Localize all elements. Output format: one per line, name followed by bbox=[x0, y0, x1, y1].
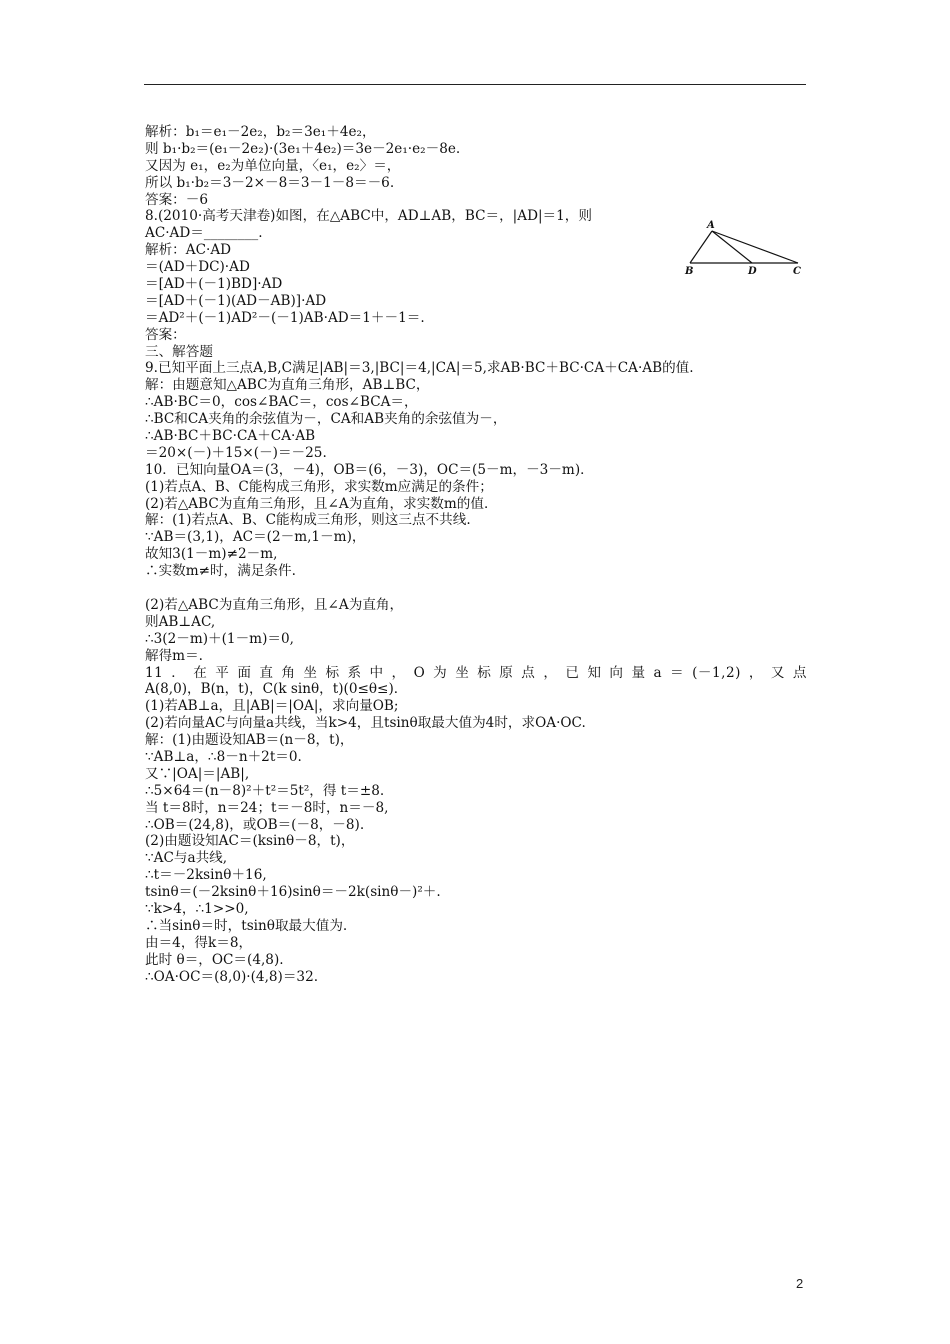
text-line: 所以 b₁·b₂＝3－2×－8＝3－1－8＝－6. bbox=[145, 174, 395, 191]
text-line: ∴5×64＝(n－8)²＋t²＝5t²，得 t＝±8. bbox=[145, 782, 385, 799]
text-line: ∵AC与a共线, bbox=[145, 850, 228, 867]
text-line: ∴OB＝(24,8)，或OB＝(－8，－8). bbox=[145, 816, 365, 833]
text-line: 解：(1)由题设知AB＝(n－8，t)， bbox=[145, 732, 354, 749]
text-line: (1)若AB⊥a，且|AB|＝|OA|，求向量OB; bbox=[145, 698, 399, 715]
section-heading: 三、解答题 bbox=[145, 343, 213, 360]
vertex-label-b: B bbox=[685, 266, 694, 277]
text-line: 则 b₁·b₂＝(e₁－2e₂)·(3e₁＋4e₂)＝3e－2e₁·e₂－8e. bbox=[145, 140, 461, 157]
text-line: A(8,0)，B(n，t)，C(k sinθ，t)(0≤θ≤)． bbox=[145, 681, 408, 698]
segment-ad bbox=[712, 231, 752, 263]
text-line: ＝20×(－)＋15×(－)＝－25. bbox=[145, 444, 327, 461]
text-line: 故知3(1－m)≠2－m, bbox=[145, 546, 278, 563]
text-line: ∴BC和CA夹角的余弦值为－，CA和AB夹角的余弦值为－， bbox=[145, 411, 507, 428]
page-number: 2 bbox=[796, 1276, 804, 1291]
vertex-label-a: A bbox=[707, 220, 715, 231]
text-line: (2)若△ABC为直角三角形，且∠A为直角， bbox=[145, 596, 404, 613]
text-line: 当 t＝8时，n＝24；t＝－8时，n＝－8, bbox=[145, 799, 389, 816]
text-line: (2)若向量AC与向量a共线，当k>4，且tsinθ取最大值为4时，求OA·OC. bbox=[145, 715, 586, 732]
text-line: ∴3(2－m)＋(1－m)＝0, bbox=[145, 630, 294, 647]
text-line: ＝(AD＋DC)·AD bbox=[145, 259, 250, 276]
text-line: 则AB⊥AC, bbox=[145, 613, 216, 630]
header-rule bbox=[144, 84, 806, 85]
side-ac bbox=[712, 231, 798, 263]
vertex-label-d: D bbox=[748, 266, 757, 277]
text-line: ∵k>4，∴1>>0, bbox=[145, 900, 249, 917]
text-line: ∵AB＝(3,1)，AC＝(2－m,1－m)， bbox=[145, 529, 366, 546]
text-line: ∴AB·BC＋BC·CA＋CA·AB bbox=[145, 428, 316, 445]
text-line: (2)若△ABC为直角三角形，且∠A为直角，求实数m的值． bbox=[145, 495, 498, 512]
text-line: 解：(1)若点A、B、C能构成三角形，则这三点不共线. bbox=[145, 512, 471, 529]
text-line: ∴OA·OC＝(8,0)·(4,8)＝32. bbox=[145, 968, 319, 985]
text-line: ∴当sinθ＝时，tsinθ取最大值为. bbox=[145, 917, 348, 934]
triangle-figure bbox=[682, 218, 810, 278]
blank-line bbox=[145, 580, 815, 597]
problem-9-line: 9.已知平面上三点A,B,C满足|AB|＝3,|BC|＝4,|CA|＝5,求AB·BC＋BC·CA＋CA·AB的值. bbox=[145, 360, 694, 377]
text-line: (1)若点A、B、C能构成三角形，求实数m应满足的条件； bbox=[145, 478, 493, 495]
text-line: ∴实数m≠时，满足条件. bbox=[145, 563, 296, 580]
text-line: 又∵|OA|＝|AB|, bbox=[145, 765, 250, 782]
text-line: ＝AD²＋(－1)AD²－(－1)AB·AD＝1＋－1＝. bbox=[145, 309, 425, 326]
vertex-label-c: C bbox=[793, 266, 801, 277]
text-line: ＝[AD＋(－1)(AD－AB)]·AD bbox=[145, 292, 327, 309]
text-line: (2)由题设知AC＝(ksinθ－8，t)， bbox=[145, 833, 355, 850]
problem-8-line: 8.(2010·高考天津卷)如图，在△ABC中，AD⊥AB，BC＝，|AD|＝1，则 bbox=[145, 208, 592, 225]
text-line: 由＝4，得k＝8， bbox=[145, 934, 253, 951]
text-line: 解得m＝. bbox=[145, 647, 203, 664]
text-line: 解：由题意知△ABC为直角三角形，AB⊥BC， bbox=[145, 377, 430, 394]
text-line: ∴AB·BC＝0，cos∠BAC＝，cos∠BCA＝， bbox=[145, 394, 418, 411]
text-line: 此时 θ＝，OC＝(4,8). bbox=[145, 951, 284, 968]
text-line: ＝[AD＋(－1)BD]·AD bbox=[145, 276, 283, 293]
text-line: 又因为 e₁，e₂为单位向量，〈e₁，e₂〉＝， bbox=[145, 157, 401, 174]
problem-10-line: 10．已知向量OA＝(3，－4)，OB＝(6，－3)，OC＝(5－m，－3－m)． bbox=[145, 461, 594, 478]
text-line: 答案： bbox=[145, 326, 186, 343]
text-line: AC·AD＝________. bbox=[145, 225, 263, 242]
text-line: tsinθ＝(－2ksinθ＋16)sinθ＝－2k(sinθ－)²＋. bbox=[145, 884, 441, 901]
text-line: 答案：－6 bbox=[145, 191, 209, 208]
text-line: 解析：AC·AD bbox=[145, 242, 232, 259]
text-line: ∵AB⊥a，∴8－n＋2t＝0. bbox=[145, 748, 302, 765]
problem-11-line: 11．在平面直角坐标系中，O为坐标原点，已知向量a＝(－1,2)，又点 bbox=[145, 664, 807, 681]
side-ab bbox=[690, 231, 712, 263]
text-line: ∴t＝－2ksinθ＋16, bbox=[145, 867, 267, 884]
text-line: 解析：b₁＝e₁－2e₂，b₂＝3e₁＋4e₂， bbox=[145, 124, 376, 140]
